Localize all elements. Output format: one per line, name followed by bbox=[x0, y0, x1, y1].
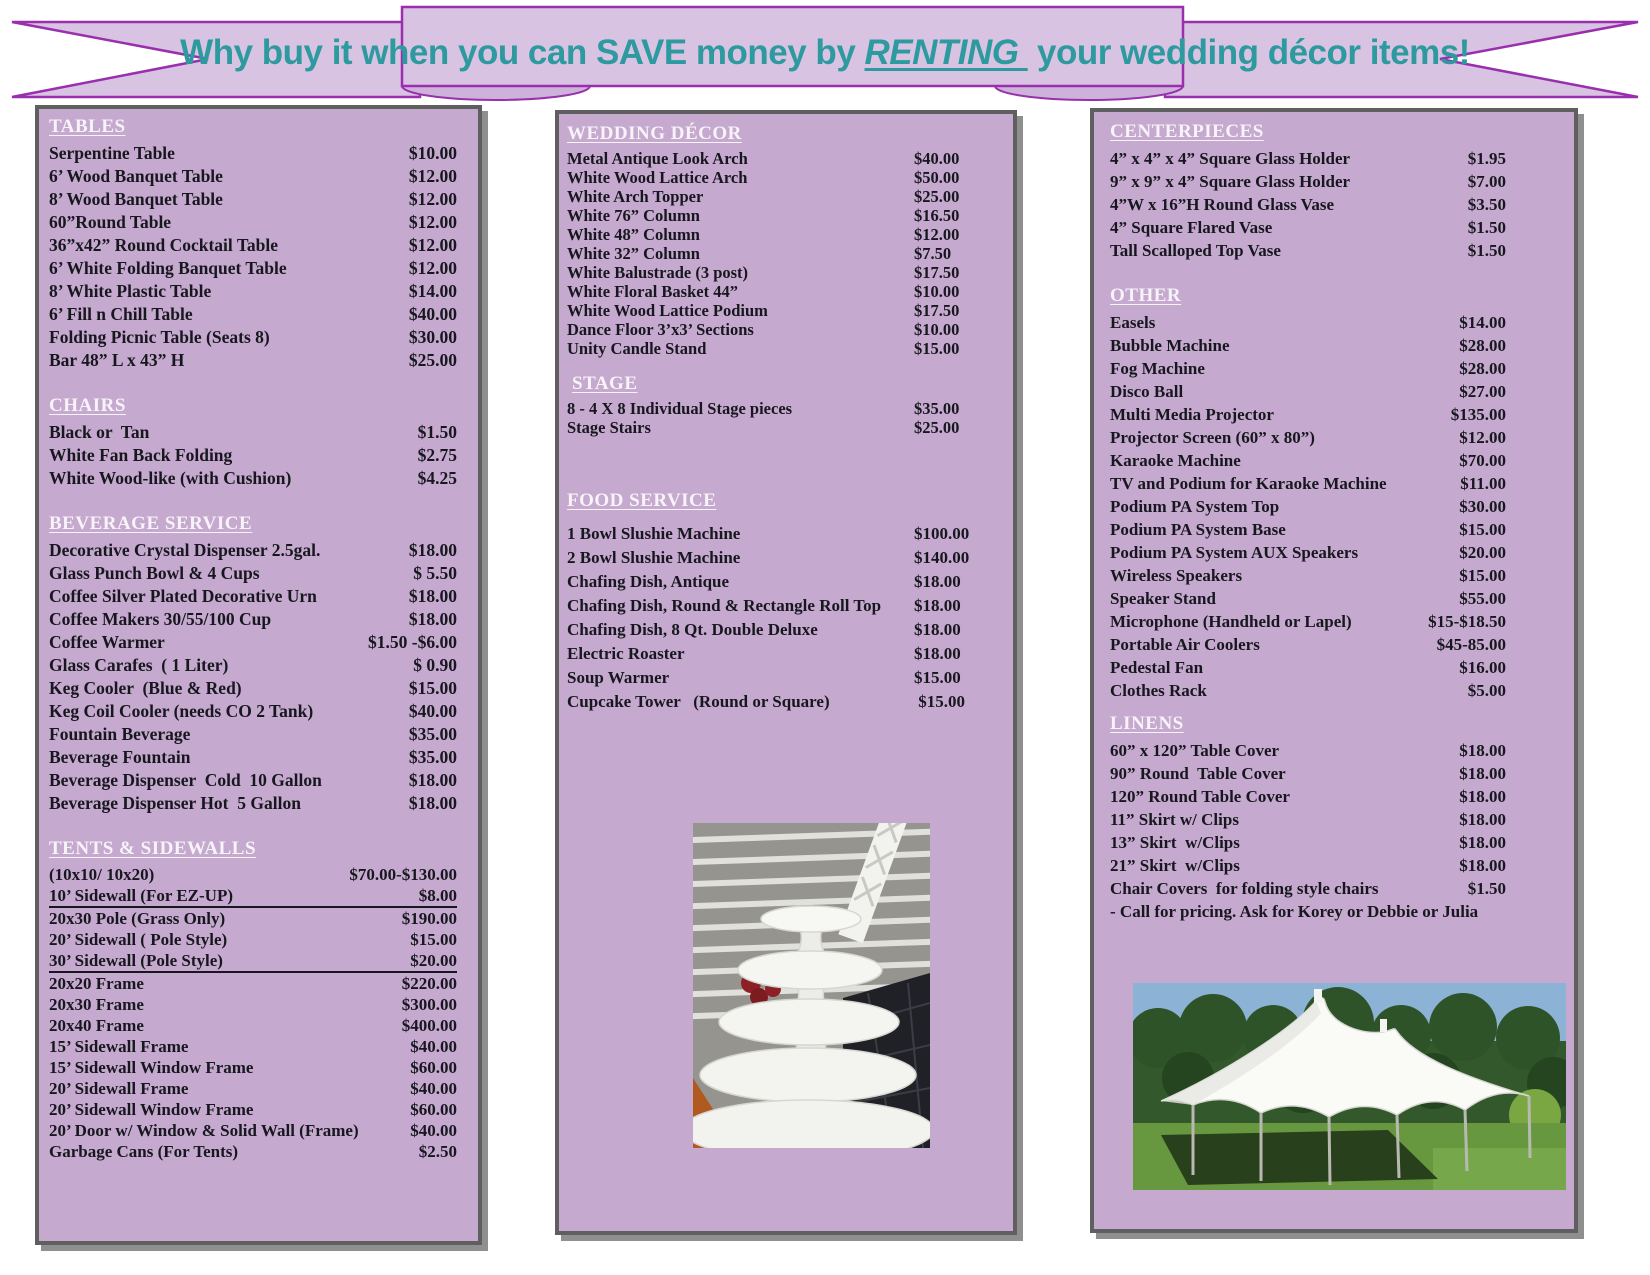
section-title: TABLES bbox=[49, 116, 126, 137]
price-row bbox=[1110, 334, 1506, 357]
item-name: White 48” Column bbox=[567, 225, 700, 244]
item-price: $5.00 bbox=[1467, 681, 1506, 700]
item-price: $18.00 bbox=[1459, 833, 1506, 852]
item-name: Keg Cooler (Blue & Red) bbox=[49, 678, 242, 698]
item-price: $400.00 bbox=[401, 1016, 457, 1035]
item-price: $16.00 bbox=[1459, 658, 1506, 677]
item-name: Speaker Stand bbox=[1110, 589, 1216, 608]
price-row bbox=[567, 301, 1007, 320]
price-row bbox=[1110, 357, 1506, 380]
item-price: $30.00 bbox=[408, 327, 457, 347]
item-name: Glass Punch Bowl & 4 Cups bbox=[49, 563, 260, 583]
item-price: $70.00-$130.00 bbox=[349, 865, 457, 884]
item-price: $28.00 bbox=[1459, 336, 1506, 355]
item-price: $ 0.90 bbox=[413, 655, 457, 675]
item-price: $17.50 bbox=[914, 301, 960, 320]
price-row bbox=[49, 631, 457, 654]
section-title: CHAIRS bbox=[49, 395, 126, 416]
item-name: 20x20 Frame bbox=[49, 974, 144, 993]
price-row bbox=[1110, 518, 1506, 541]
item-name: White Wood Lattice Arch bbox=[567, 168, 748, 187]
item-price: $12.00 bbox=[408, 258, 457, 278]
item-name: Folding Picnic Table (Seats 8) bbox=[49, 327, 270, 347]
item-name: Coffee Warmer bbox=[49, 632, 165, 652]
price-row bbox=[567, 168, 1007, 187]
item-price: $55.00 bbox=[1459, 589, 1506, 608]
item-price: $45-85.00 bbox=[1436, 635, 1506, 654]
item-name: 6’ Wood Banquet Table bbox=[49, 166, 223, 186]
price-row bbox=[49, 1057, 457, 1078]
price-row bbox=[49, 929, 457, 950]
item-price: $28.00 bbox=[1459, 359, 1506, 378]
item-price: $11.00 bbox=[1460, 474, 1506, 493]
price-row bbox=[49, 165, 457, 188]
item-price: $18.00 bbox=[914, 644, 961, 663]
item-name: Bubble Machine bbox=[1110, 336, 1230, 355]
cupcake-tower-photo bbox=[693, 823, 930, 1148]
item-name: Tall Scalloped Top Vase bbox=[1110, 241, 1281, 260]
item-price: $18.00 bbox=[1459, 764, 1506, 783]
price-row bbox=[49, 608, 457, 631]
item-name: White Wood-like (with Cushion) bbox=[49, 468, 292, 488]
item-name: 20’ Sidewall Frame bbox=[49, 1079, 189, 1098]
price-row bbox=[567, 149, 1007, 168]
item-price: $14.00 bbox=[1459, 313, 1506, 332]
item-name: White 76” Column bbox=[567, 206, 700, 225]
item-name: Dance Floor 3’x3’ Sections bbox=[567, 320, 754, 339]
item-name: Pedestal Fan bbox=[1110, 658, 1204, 677]
price-row bbox=[1110, 679, 1506, 702]
price-row bbox=[567, 418, 1007, 437]
item-name: 10’ Sidewall (For EZ-UP) bbox=[49, 886, 233, 905]
item-price: $15.00 bbox=[914, 668, 961, 687]
section-title: LINENS bbox=[1110, 713, 1184, 734]
item-name: White Wood Lattice Podium bbox=[567, 301, 768, 320]
banner-ribbon bbox=[0, 0, 1650, 110]
item-price: $27.00 bbox=[1459, 382, 1506, 401]
item-price: $35.00 bbox=[408, 724, 457, 744]
price-row bbox=[567, 320, 1007, 339]
section-tables bbox=[49, 115, 457, 372]
item-name: Serpentine Table bbox=[49, 143, 175, 163]
item-price: $12.00 bbox=[408, 212, 457, 232]
section-wedding-d-cor bbox=[567, 122, 1007, 358]
item-name: 120” Round Table Cover bbox=[1110, 787, 1290, 806]
price-row bbox=[1110, 762, 1506, 785]
price-row bbox=[1110, 403, 1506, 426]
item-price: $1.50 -$6.00 bbox=[368, 632, 457, 652]
price-row bbox=[49, 280, 457, 303]
item-price: $14.00 bbox=[408, 281, 457, 301]
item-name: Keg Coil Cooler (needs CO 2 Tank) bbox=[49, 701, 314, 721]
price-row bbox=[567, 225, 1007, 244]
price-row bbox=[49, 1120, 457, 1141]
item-name: White Fan Back Folding bbox=[49, 445, 233, 465]
price-row bbox=[49, 326, 457, 349]
item-price: $15.00 bbox=[914, 692, 965, 711]
item-name: 8 - 4 X 8 Individual Stage pieces bbox=[567, 399, 793, 418]
price-row bbox=[1110, 216, 1506, 239]
item-name: 21” Skirt w/Clips bbox=[1110, 856, 1240, 875]
item-price: $1.50 bbox=[1467, 879, 1506, 898]
item-price: $2.50 bbox=[418, 1142, 457, 1161]
item-price: $40.00 bbox=[408, 701, 457, 721]
item-price: $18.00 bbox=[408, 793, 457, 813]
item-price: $220.00 bbox=[401, 974, 457, 993]
price-row bbox=[1110, 831, 1506, 854]
item-name: 30’ Sidewall (Pole Style) bbox=[49, 951, 223, 970]
item-name: 8’ Wood Banquet Table bbox=[49, 189, 223, 209]
item-price: $100.00 bbox=[914, 524, 970, 543]
price-row bbox=[567, 263, 1007, 282]
price-row bbox=[49, 257, 457, 280]
item-name: 4”W x 16”H Round Glass Vase bbox=[1110, 195, 1335, 214]
item-price: $25.00 bbox=[914, 418, 960, 437]
item-name: Easels bbox=[1110, 313, 1156, 332]
item-name: Podium PA System Top bbox=[1110, 497, 1280, 516]
price-row bbox=[567, 399, 1007, 418]
item-price: $30.00 bbox=[1459, 497, 1506, 516]
price-row bbox=[567, 594, 1007, 618]
item-name: Cupcake Tower (Round or Square) bbox=[567, 692, 830, 711]
item-name: 9” x 9” x 4” Square Glass Holder bbox=[1110, 172, 1351, 191]
item-price: $18.00 bbox=[1459, 810, 1506, 829]
item-price: $18.00 bbox=[914, 572, 961, 591]
item-price: $18.00 bbox=[914, 596, 961, 615]
item-price: $12.00 bbox=[408, 235, 457, 255]
item-name: Podium PA System Base bbox=[1110, 520, 1286, 539]
item-price: $15.00 bbox=[410, 930, 457, 949]
price-row bbox=[49, 211, 457, 234]
item-price: $35.00 bbox=[914, 399, 960, 418]
price-row bbox=[49, 973, 457, 994]
item-price: $2.75 bbox=[417, 445, 457, 465]
price-row bbox=[49, 654, 457, 677]
price-row bbox=[1110, 610, 1506, 633]
panel-decor-stage-food bbox=[555, 110, 1017, 1235]
item-name: Beverage Dispenser Hot 5 Gallon bbox=[49, 793, 301, 813]
section-title: STAGE bbox=[572, 373, 638, 394]
item-name: 20’ Sidewall Window Frame bbox=[49, 1100, 254, 1119]
item-name: 20x30 Pole (Grass Only) bbox=[49, 909, 226, 928]
section-stage bbox=[567, 372, 1007, 437]
item-price: $60.00 bbox=[410, 1100, 457, 1119]
item-price: $12.00 bbox=[1459, 428, 1506, 447]
item-name: Disco Ball bbox=[1110, 382, 1184, 401]
price-row bbox=[49, 234, 457, 257]
price-row bbox=[1110, 785, 1506, 808]
item-name: Beverage Dispenser Cold 10 Gallon bbox=[49, 770, 322, 790]
item-price: $12.00 bbox=[914, 225, 960, 244]
section-title: BEVERAGE SERVICE bbox=[49, 513, 253, 534]
section-title: CENTERPIECES bbox=[1110, 121, 1264, 142]
price-row bbox=[567, 666, 1007, 690]
item-name: 2 Bowl Slushie Machine bbox=[567, 548, 741, 567]
item-name: 15’ Sidewall Frame bbox=[49, 1037, 189, 1056]
item-price: $1.50 bbox=[1467, 218, 1506, 237]
price-row bbox=[1110, 449, 1506, 472]
price-row bbox=[49, 539, 457, 562]
item-price: $1.95 bbox=[1467, 149, 1506, 168]
price-row bbox=[49, 349, 457, 372]
item-name: 20x30 Frame bbox=[49, 995, 144, 1014]
section-other bbox=[1110, 284, 1506, 702]
tent-photo bbox=[1133, 983, 1566, 1190]
price-row bbox=[1110, 472, 1506, 495]
price-row bbox=[49, 585, 457, 608]
item-price: $25.00 bbox=[914, 187, 960, 206]
item-price: $35.00 bbox=[408, 747, 457, 767]
item-name: Decorative Crystal Dispenser 2.5gal. bbox=[49, 540, 321, 560]
item-name: 60”Round Table bbox=[49, 212, 172, 232]
section-food-service bbox=[567, 489, 1007, 714]
item-name: White Floral Basket 44” bbox=[567, 282, 738, 301]
price-row bbox=[1110, 877, 1506, 900]
item-price: $1.50 bbox=[1467, 241, 1506, 260]
item-price: $60.00 bbox=[410, 1058, 457, 1077]
item-name: Unity Candle Stand bbox=[567, 339, 707, 358]
item-price: $190.00 bbox=[401, 909, 457, 928]
item-price: $7.00 bbox=[1467, 172, 1506, 191]
item-price: $18.00 bbox=[408, 540, 457, 560]
price-row bbox=[49, 562, 457, 585]
item-name: 20’ Door w/ Window & Solid Wall (Frame) bbox=[49, 1121, 359, 1140]
price-row bbox=[567, 618, 1007, 642]
item-name: Clothes Rack bbox=[1110, 681, 1207, 700]
price-row bbox=[567, 570, 1007, 594]
item-name: White 32” Column bbox=[567, 244, 700, 263]
item-price: $135.00 bbox=[1450, 405, 1506, 424]
price-row bbox=[1110, 564, 1506, 587]
item-price: $16.50 bbox=[914, 206, 960, 225]
section-linens bbox=[1110, 712, 1506, 923]
section-tents-sidewalls bbox=[49, 837, 457, 1162]
price-row bbox=[49, 677, 457, 700]
item-name: Chafing Dish, Antique bbox=[567, 572, 730, 591]
panel-centerpieces-other-linens bbox=[1090, 108, 1578, 1233]
item-price: $18.00 bbox=[1459, 787, 1506, 806]
item-name: Portable Air Coolers bbox=[1110, 635, 1260, 654]
item-name: Garbage Cans (For Tents) bbox=[49, 1142, 239, 1161]
price-row bbox=[49, 723, 457, 746]
price-row bbox=[49, 421, 457, 444]
price-row bbox=[567, 339, 1007, 358]
item-name: Black or Tan bbox=[49, 422, 150, 442]
section-title: FOOD SERVICE bbox=[567, 490, 717, 511]
item-price: $40.00 bbox=[410, 1121, 457, 1140]
item-price: $300.00 bbox=[401, 995, 457, 1014]
item-price: $20.00 bbox=[410, 951, 457, 970]
price-row bbox=[1110, 808, 1506, 831]
price-row bbox=[49, 188, 457, 211]
item-name: 13” Skirt w/Clips bbox=[1110, 833, 1240, 852]
item-price: $12.00 bbox=[408, 166, 457, 186]
item-price: $15.00 bbox=[1459, 566, 1506, 585]
item-name: Glass Carafes ( 1 Liter) bbox=[49, 655, 229, 675]
headline-renting: RENTING bbox=[864, 33, 1028, 72]
price-row bbox=[567, 187, 1007, 206]
item-name: 15’ Sidewall Window Frame bbox=[49, 1058, 254, 1077]
item-price: $12.00 bbox=[408, 189, 457, 209]
item-name: Fog Machine bbox=[1110, 359, 1205, 378]
price-row bbox=[49, 864, 457, 885]
price-row bbox=[567, 642, 1007, 666]
item-price: $40.00 bbox=[410, 1079, 457, 1098]
item-name: White Balustrade (3 post) bbox=[567, 263, 749, 282]
item-name: 60” x 120” Table Cover bbox=[1110, 741, 1280, 760]
section-title: TENTS & SIDEWALLS bbox=[49, 838, 257, 859]
price-row bbox=[49, 792, 457, 815]
item-price: $18.00 bbox=[1459, 741, 1506, 760]
panel-tables-chairs-beverage-tents bbox=[35, 105, 482, 1245]
item-name: Metal Antique Look Arch bbox=[567, 149, 748, 168]
price-row bbox=[49, 1015, 457, 1036]
item-name: Projector Screen (60” x 80”) bbox=[1110, 428, 1315, 447]
headline bbox=[0, 33, 1650, 73]
price-row bbox=[1110, 656, 1506, 679]
price-row bbox=[49, 746, 457, 769]
item-price: $15.00 bbox=[408, 678, 457, 698]
item-name: 6’ White Folding Banquet Table bbox=[49, 258, 287, 278]
item-name: Soup Warmer bbox=[567, 668, 670, 687]
price-row bbox=[567, 546, 1007, 570]
item-price: $50.00 bbox=[914, 168, 960, 187]
item-name: Microphone (Handheld or Lapel) bbox=[1110, 612, 1352, 631]
item-name: 4” x 4” x 4” Square Glass Holder bbox=[1110, 149, 1351, 168]
price-row bbox=[49, 994, 457, 1015]
item-name: Stage Stairs bbox=[567, 418, 651, 437]
section-beverage-service bbox=[49, 512, 457, 815]
price-row bbox=[49, 1078, 457, 1099]
item-price: $15.00 bbox=[1459, 520, 1506, 539]
price-row bbox=[1110, 633, 1506, 656]
item-name: Fountain Beverage bbox=[49, 724, 191, 744]
item-name: Beverage Fountain bbox=[49, 747, 191, 767]
price-row bbox=[49, 769, 457, 792]
item-name: Wireless Speakers bbox=[1110, 566, 1243, 585]
headline-post: your wedding décor items! bbox=[1027, 33, 1470, 72]
price-row bbox=[1110, 541, 1506, 564]
item-price: $15-$18.50 bbox=[1428, 612, 1506, 631]
item-name: 11” Skirt w/ Clips bbox=[1110, 810, 1239, 829]
item-price: $4.25 bbox=[417, 468, 457, 488]
section-title: WEDDING DÉCOR bbox=[567, 123, 742, 144]
price-row bbox=[1110, 587, 1506, 610]
item-price: $17.50 bbox=[914, 263, 960, 282]
price-row bbox=[1110, 311, 1506, 334]
item-price: $18.00 bbox=[1459, 856, 1506, 875]
item-price: $10.00 bbox=[914, 282, 960, 301]
item-price: $3.50 bbox=[1467, 195, 1506, 214]
item-name: 20’ Sidewall ( Pole Style) bbox=[49, 930, 228, 949]
item-price: $ 5.50 bbox=[413, 563, 457, 583]
item-name: 36”x42” Round Cocktail Table bbox=[49, 235, 279, 255]
price-row bbox=[49, 303, 457, 326]
item-price: $18.00 bbox=[408, 770, 457, 790]
item-name: Podium PA System AUX Speakers bbox=[1110, 543, 1359, 562]
price-row bbox=[1110, 147, 1506, 170]
price-row bbox=[567, 522, 1007, 546]
item-name: Electric Roaster bbox=[567, 644, 685, 663]
item-name: Chafing Dish, 8 Qt. Double Deluxe bbox=[567, 620, 818, 639]
item-price: $40.00 bbox=[410, 1037, 457, 1056]
item-name: TV and Podium for Karaoke Machine bbox=[1110, 474, 1387, 493]
price-row bbox=[567, 690, 1007, 714]
item-price: $18.00 bbox=[408, 609, 457, 629]
item-price: $140.00 bbox=[914, 548, 970, 567]
price-row bbox=[567, 282, 1007, 301]
item-name: - Call for pricing. Ask for Korey or Debbie or Julia bbox=[1110, 902, 1479, 921]
price-row bbox=[49, 1141, 457, 1162]
note-row bbox=[1110, 900, 1506, 923]
item-price: $70.00 bbox=[1459, 451, 1506, 470]
item-name: Coffee Makers 30/55/100 Cup bbox=[49, 609, 272, 629]
item-price: $7.50 bbox=[914, 244, 952, 263]
price-row bbox=[49, 885, 457, 908]
price-row bbox=[1110, 854, 1506, 877]
headline-pre: Why buy it when you can SAVE money by bbox=[180, 33, 865, 72]
price-row bbox=[49, 950, 457, 973]
price-row bbox=[49, 142, 457, 165]
section-centerpieces bbox=[1110, 120, 1506, 262]
item-name: 1 Bowl Slushie Machine bbox=[567, 524, 741, 543]
price-row bbox=[49, 700, 457, 723]
section-chairs bbox=[49, 394, 457, 490]
item-name: Bar 48” L x 43” H bbox=[49, 350, 185, 370]
item-price: $15.00 bbox=[914, 339, 960, 358]
item-price: $1.50 bbox=[417, 422, 457, 442]
item-price: $18.00 bbox=[914, 620, 961, 639]
item-name: (10x10/ 10x20) bbox=[49, 865, 155, 884]
price-row bbox=[1110, 426, 1506, 449]
price-row bbox=[1110, 739, 1506, 762]
item-name: 20x40 Frame bbox=[49, 1016, 144, 1035]
price-row bbox=[1110, 239, 1506, 262]
item-price: $40.00 bbox=[914, 149, 960, 168]
price-row bbox=[567, 206, 1007, 225]
item-price: $25.00 bbox=[408, 350, 457, 370]
item-name: Karaoke Machine bbox=[1110, 451, 1241, 470]
price-row bbox=[49, 1036, 457, 1057]
price-row bbox=[1110, 170, 1506, 193]
price-row bbox=[49, 1099, 457, 1120]
item-name: White Arch Topper bbox=[567, 187, 704, 206]
item-price: $20.00 bbox=[1459, 543, 1506, 562]
price-row bbox=[49, 444, 457, 467]
price-row bbox=[49, 467, 457, 490]
section-title: OTHER bbox=[1110, 285, 1182, 306]
item-name: Chafing Dish, Round & Rectangle Roll Top bbox=[567, 596, 882, 615]
price-row bbox=[1110, 495, 1506, 518]
item-name: 90” Round Table Cover bbox=[1110, 764, 1286, 783]
item-name: 4” Square Flared Vase bbox=[1110, 218, 1273, 237]
price-row bbox=[1110, 193, 1506, 216]
price-row bbox=[1110, 380, 1506, 403]
item-name: 8’ White Plastic Table bbox=[49, 281, 212, 301]
item-price: $10.00 bbox=[408, 143, 457, 163]
item-name: Chair Covers for folding style chairs bbox=[1110, 879, 1379, 898]
price-row bbox=[567, 244, 1007, 263]
item-name: Coffee Silver Plated Decorative Urn bbox=[49, 586, 317, 606]
item-price: $18.00 bbox=[408, 586, 457, 606]
item-name: 6’ Fill n Chill Table bbox=[49, 304, 193, 324]
price-row bbox=[49, 908, 457, 929]
item-price: $10.00 bbox=[914, 320, 960, 339]
item-price: $8.00 bbox=[418, 886, 457, 905]
item-name: Multi Media Projector bbox=[1110, 405, 1274, 424]
item-price: $40.00 bbox=[408, 304, 457, 324]
